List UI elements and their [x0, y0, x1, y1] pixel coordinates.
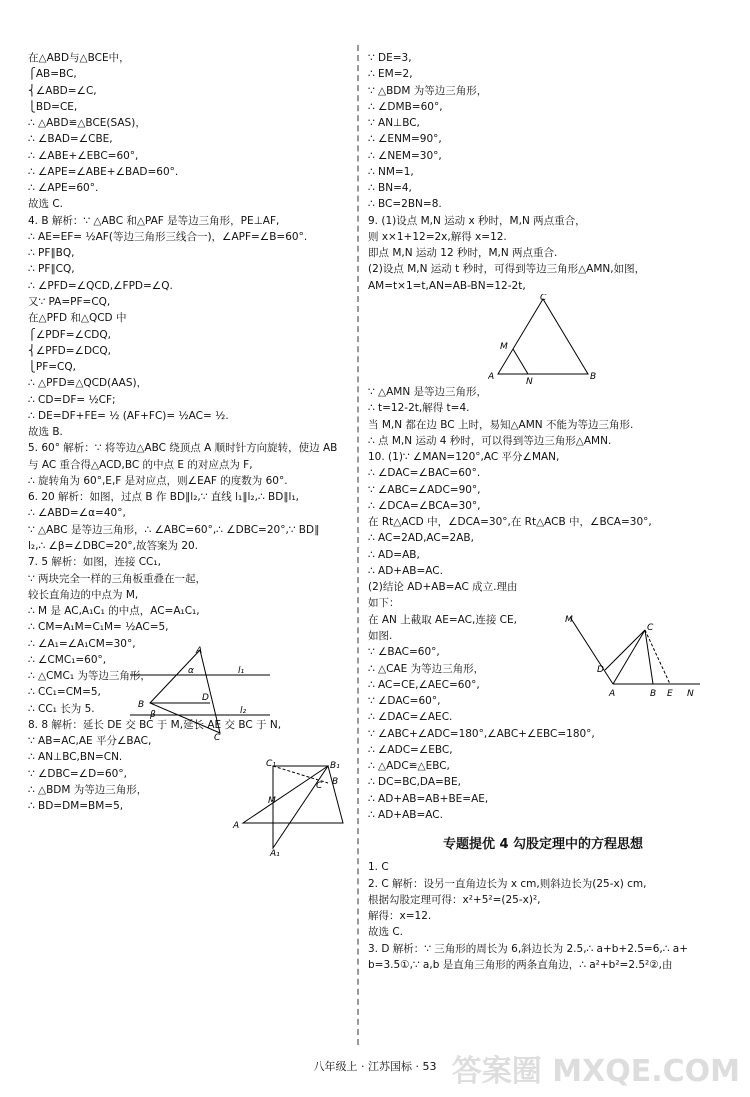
solution-line: 解得：x=12.	[368, 910, 432, 923]
solution-line: ∵ ∠DAC=60°,	[368, 695, 441, 708]
solution-line: ∴ △CMC₁ 为等边三角形，	[28, 670, 151, 683]
solution-line: ∴ ∠DAC=∠BAC=60°.	[368, 467, 481, 480]
f10-label: M	[565, 615, 573, 625]
solution-line: ∴ PF∥BQ,	[28, 247, 75, 260]
solution-line: ⎩PF=CQ,	[28, 361, 76, 374]
solution-line: ∴ ∠ABE+∠EBC=60°,	[28, 149, 139, 162]
solution-line: ∵ 两块完全一样的三角板重叠在一起，	[28, 572, 207, 585]
solution-line: 6. 20 解析：如图，过点 B 作 BD∥l₂,∵ 直线 l₁∥l₂,∴ BD∥l₁,	[28, 491, 299, 504]
solution-line: ∵ ∠DBC=∠D=60°,	[28, 767, 127, 780]
solution-line: ⎨∠PFD=∠DCQ,	[28, 344, 111, 357]
figure-problem-6	[130, 645, 270, 740]
solution-line: 如图.	[368, 629, 393, 642]
solution-line: ∴ DC=BC,DA=BE,	[368, 776, 461, 789]
solution-line: ∴ AD=AB,	[368, 548, 420, 561]
solution-line: ∵ DE=3,	[368, 52, 412, 64]
solution-line: 在△PFD 和△QCD 中	[28, 312, 127, 325]
solution-line: 10. (1)∵ ∠MAN=120°,AC 平分∠MAN,	[368, 451, 560, 464]
solution-line: ∴ ∠A₁=∠A₁CM=30°,	[28, 637, 136, 650]
solution-line: ∴ ∠ABD=∠α=40°,	[28, 507, 126, 520]
f10-label: C	[647, 623, 654, 633]
solution-line: ∴ AC=2AD,AC=2AB,	[368, 532, 474, 545]
f9-label: N	[526, 376, 533, 384]
solution-line: ∴ AN⊥BC,BN=CN.	[28, 751, 123, 764]
f6-label: C	[214, 733, 221, 740]
solution-line: 根据勾股定理可得：x²+5²=(25-x)²,	[368, 893, 541, 906]
solution-line: ∴ △CAE 为等边三角形，	[368, 662, 485, 675]
solution-line: ∵ ∠BAC=60°,	[368, 646, 440, 659]
solution-line: 2. C 解析：设另一直角边长为 x cm,则斜边长为(25-x) cm,	[368, 877, 647, 890]
solution-line: 故选 C.	[368, 926, 404, 939]
f6-label: B	[138, 700, 145, 710]
f7-label: B	[332, 777, 339, 787]
f10-label: B	[650, 689, 657, 697]
solution-line: ∴ AC=CE,∠AEC=60°,	[368, 678, 480, 691]
f9-label: M	[500, 341, 508, 352]
f6-label: l₂	[240, 706, 247, 716]
figure-problem-7	[228, 758, 353, 858]
f9-label: C	[540, 293, 547, 303]
solution-line: 3. D 解析：∵ 三角形的周长为 6,斜边长为 2.5,∴ a+b+2.5=6,∴ a+	[368, 942, 689, 955]
solution-line: 在 AN 上截取 AE=AC,连接 CE,	[368, 613, 517, 626]
solution-line: ∴ EM=2,	[368, 68, 413, 81]
solution-line: ∴ PF∥CQ,	[28, 263, 75, 276]
solution-line: ∴ BN=4,	[368, 182, 412, 195]
solution-line: 故选 B.	[28, 426, 63, 439]
solution-line: ∴ ∠PFD=∠QCD,∠FPD=∠Q.	[28, 279, 173, 292]
solution-line: ∴ AD+AB=AC.	[368, 564, 443, 577]
solution-line: ∴ ∠DAC=∠AEC.	[368, 711, 453, 724]
solution-line: ⎧∠PDF=∠CDQ,	[28, 328, 111, 341]
solution-line: ∴ △ABD≌△BCE(SAS)，	[28, 117, 146, 130]
solution-line: ∵ AN⊥BC,	[368, 117, 420, 130]
solution-line: ∴ t=12-2t,解得 t=4.	[368, 402, 470, 415]
solution-line: ⎧AB=BC,	[28, 68, 77, 81]
solution-line: 8. 8 解析：延长 DE 交 BC 于 M,延长 AE 交 BC 于 N,	[28, 718, 282, 731]
solution-line: 即点 M,N 运动 12 秒时，M,N 两点重合.	[368, 247, 558, 260]
solution-line: 当 M,N 都在边 BC 上时，易知△AMN 不能为等边三角形.	[368, 418, 634, 431]
solution-line: 在△ABD与△BCE中，	[28, 52, 130, 64]
solution-line: ∴ DE=DF+FE= ½ (AF+FC)= ½AC= ½.	[28, 409, 229, 422]
solution-line: 在 Rt△ACD 中，∠DCA=30°,在 Rt△ACB 中，∠BCA=30°,	[368, 516, 652, 529]
f10-label: N	[687, 689, 694, 697]
solution-line: ∴ AD+AB=AC.	[368, 808, 443, 821]
f6-label: α	[188, 666, 194, 676]
solution-line: ∴ CD=DF= ½CF;	[28, 393, 116, 406]
f7-label: M	[268, 796, 276, 806]
solution-line: (2)结论 AD+AB=AC 成立.理由	[368, 581, 518, 594]
f7-label: A	[233, 821, 240, 831]
solution-line: ∴ ∠ADC=∠EBC,	[368, 743, 453, 756]
solution-line: ∵ ∠ABC=∠ADC=90°,	[368, 483, 481, 496]
solution-line: 如下：	[368, 597, 400, 610]
solution-line: ∴ ∠ENM=90°,	[368, 133, 442, 146]
solution-line: ∴ △ADC≌△EBC,	[368, 760, 450, 773]
solution-line: 5. 60° 解析：∵ 将等边△ABC 绕顶点 A 顺时针方向旋转，使边 AB	[28, 442, 338, 455]
f6-label: A	[196, 646, 203, 656]
solution-line: ∵ ∠ABC+∠ADC=180°,∠ABC+∠EBC=180°,	[368, 727, 595, 740]
solution-line: ∴ ∠DCA=∠BCA=30°,	[368, 499, 481, 512]
f6-label: D	[202, 693, 209, 703]
f6-label: β	[150, 710, 156, 720]
solution-line: ∴ BC=2BN=8.	[368, 198, 442, 211]
solution-line: ∴ ∠BAD=∠CBE,	[28, 133, 113, 146]
solution-line: ∴ NM=1,	[368, 165, 414, 178]
solution-line: ∴ △PFD≌△QCD(AAS)，	[28, 377, 148, 390]
solution-line: ⎨∠ABD=∠C,	[28, 84, 97, 97]
f7-label: C₁	[266, 759, 276, 769]
solution-line: ∵ △ABC 是等边三角形，∴ ∠ABC=60°,∴ ∠DBC=20°,∵ BD∥	[28, 523, 320, 536]
right-column	[368, 50, 718, 973]
page-footer: 八年级上 · 江苏国标 · 53	[313, 1059, 437, 1073]
solution-line: ∴ CM=A₁M=C₁M= ½AC=5,	[28, 621, 169, 634]
solution-line: ∴ ∠APE=60°.	[28, 182, 99, 195]
solution-line: 7. 5 解析：如图，连接 CC₁,	[28, 556, 161, 569]
solution-line: ∴ 旋转角为 60°,E,F 是对应点，则∠EAF 的度数为 60°.	[28, 474, 288, 487]
solution-line: ∴ AD+AB=AB+BE=AE,	[368, 792, 489, 805]
solution-line: ∴ BD=DM=BM=5,	[28, 800, 124, 813]
figure-problem-10	[565, 612, 705, 697]
solution-line: ∴ ∠DMB=60°,	[368, 100, 443, 113]
f7-label: C	[316, 781, 323, 791]
solution-line: AM=t×1=t,AN=AB-BN=12-2t,	[368, 279, 526, 292]
f6-label: l₁	[238, 666, 245, 676]
solution-line: 则 x×1+12=2x,解得 x=12.	[368, 230, 507, 243]
solution-line: ∴ ∠CMC₁=60°,	[28, 653, 107, 666]
watermark: 答案圈 MXQE.COM	[451, 1053, 740, 1089]
solution-line: 4. B 解析：∵ △ABC 和△PAF 是等边三角形，PE⊥AF,	[28, 214, 280, 227]
solution-line: (2)设点 M,N 运动 t 秒时，可得到等边三角形△AMN,如图，	[368, 263, 646, 276]
f9-label: B	[590, 371, 597, 382]
f10-label: A	[609, 689, 616, 697]
solution-line: ∵ △AMN 是等边三角形，	[368, 385, 488, 398]
solution-line: ⎩BD=CE,	[28, 100, 78, 113]
f7-label: A₁	[270, 849, 280, 858]
solution-line: ∵ AB=AC,AE 平分∠BAC,	[28, 735, 152, 748]
solution-line: ∴ △BDM 为等边三角形，	[28, 783, 148, 796]
solution-line: b=3.5①,∵ a,b 是直角三角形的两条直角边，∴ a²+b²=2.5²②,由	[368, 958, 673, 971]
f10-label: E	[667, 689, 673, 697]
solution-line: 与 AC 重合得△ACD,BC 的中点 E 的对应点为 F,	[28, 458, 253, 471]
f9-label: A	[488, 371, 495, 382]
solution-line: 较长直角边的中点为 M,	[28, 588, 139, 601]
solution-line: 又∵ PA=PF=CQ,	[28, 295, 111, 308]
f10-label: D	[597, 665, 604, 675]
solution-line: ∴ AE=EF= ½AF(等边三角形三线合一)，∠APF=∠B=60°.	[28, 230, 308, 243]
solution-line: ∴ ∠APE=∠ABE+∠BAD=60°.	[28, 165, 179, 178]
solution-line: 1. C	[368, 861, 389, 874]
section-title: 专题提优 4 勾股定理中的方程思想	[442, 837, 644, 853]
solution-line: ∴ CC₁ 长为 5.	[28, 702, 95, 715]
solution-line: 故选 C.	[28, 198, 64, 211]
f7-label: B₁	[330, 761, 340, 771]
solution-line: ∴ 点 M,N 运动 4 秒时，可以得到等边三角形△AMN.	[368, 434, 612, 447]
solution-line: ∴ ∠NEM=30°,	[368, 149, 442, 162]
solution-line: l₂,∴ ∠β=∠DBC=20°,故答案为 20.	[28, 539, 199, 552]
figure-problem-9	[488, 294, 598, 384]
solution-line: 9. (1)设点 M,N 运动 x 秒时，M,N 两点重合，	[368, 214, 586, 227]
solution-line: ∵ △BDM 为等边三角形，	[368, 84, 488, 97]
column-divider	[357, 45, 359, 1045]
solution-line: ∴ CC₁=CM=5,	[28, 686, 101, 699]
solution-line: ∴ M 是 AC,A₁C₁ 的中点，AC=A₁C₁,	[28, 605, 200, 618]
